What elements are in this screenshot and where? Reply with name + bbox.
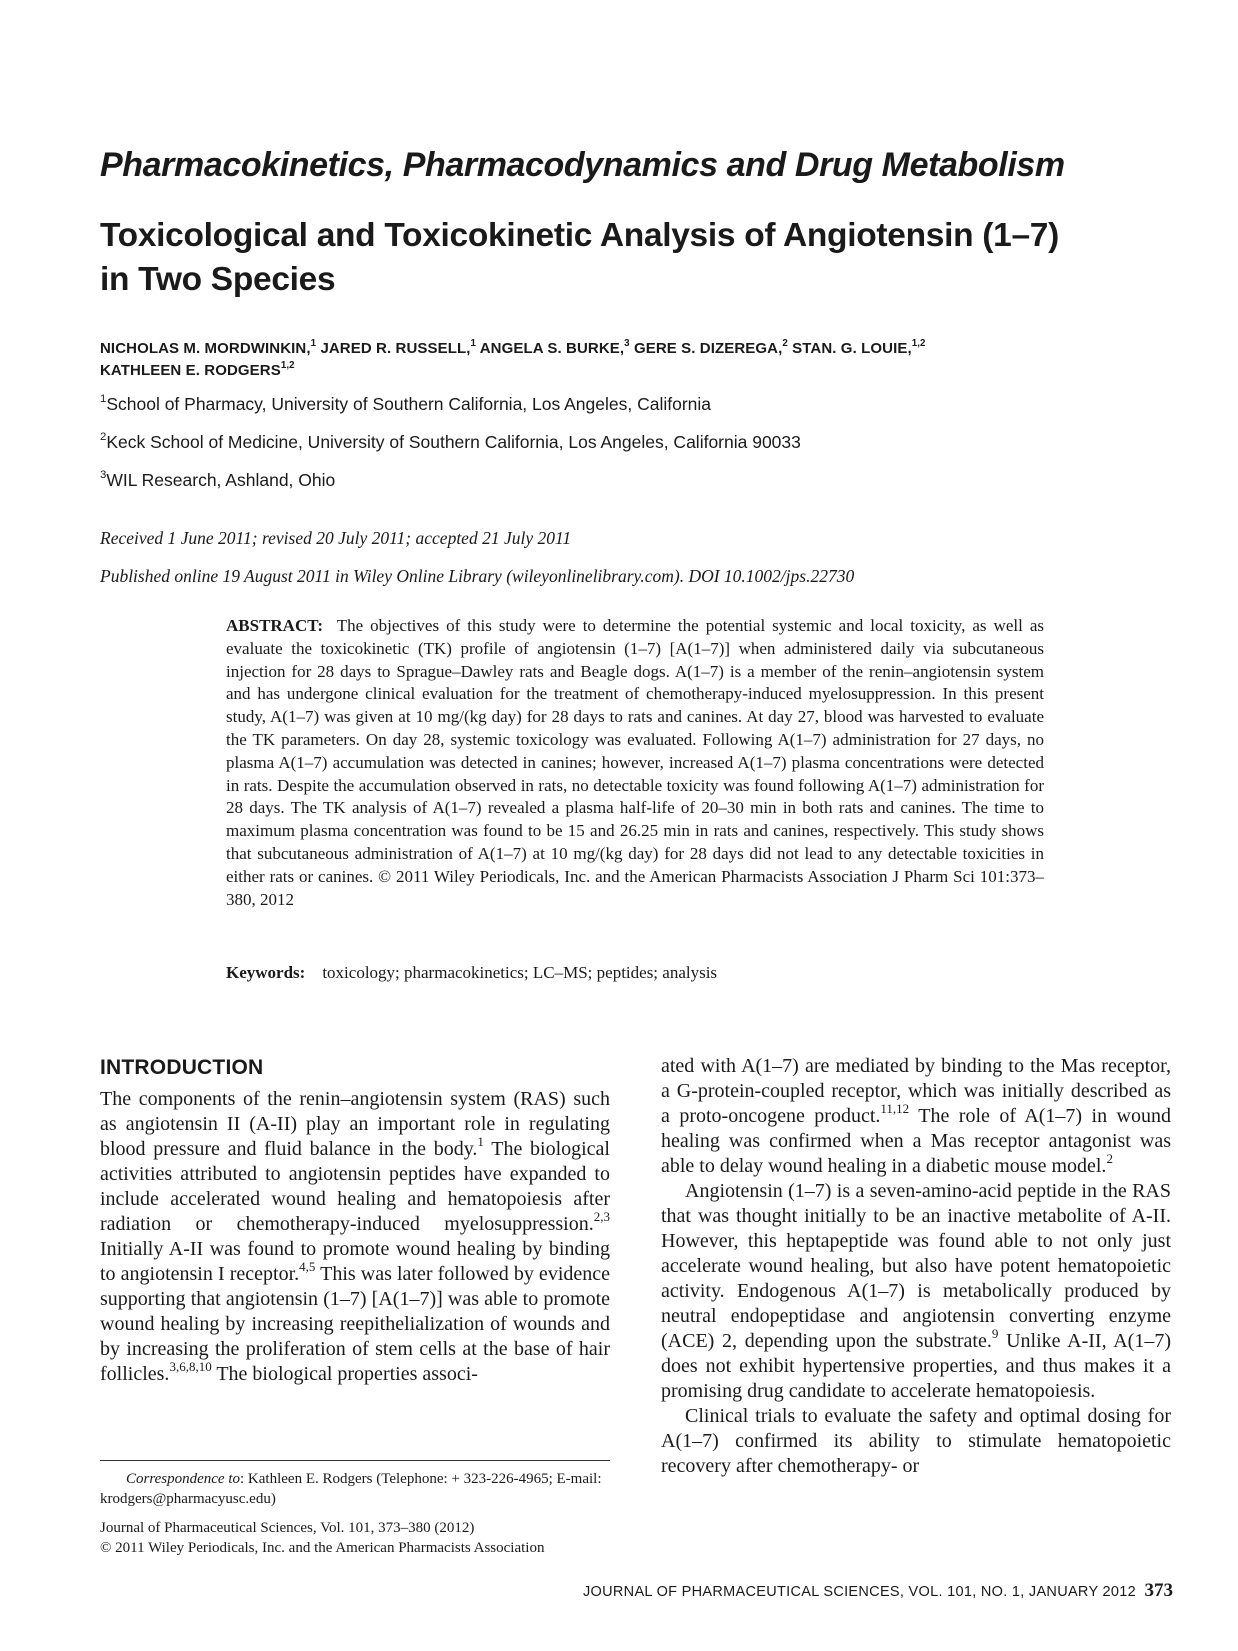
copyright-note: © 2011 Wiley Periodicals, Inc. and the American Pharmacists Association: [100, 1540, 545, 1556]
article-title: Toxicological and Toxicokinetic Analysis of Angiotensin (1–7) in Two Species: [100, 217, 1059, 298]
body-paragraph: Angiotensin (1–7) is a seven-amino-acid peptide in the RAS that was thought initially to be an inactive metabolite of A-II. However, this heptapeptide was found able to not only just accelerate wound healing, but also have potent hematopoietic activity. Endogenous A(1–7) is metabolically produced by neutral endopeptidase and angiotensin converting enzyme (ACE) 2, depending upon the substrate.$^9$ Unlike A-II, A(1–7) does not exhibit hypertensive properties, and thus makes it a promising drug candidate to accelerate hematopoiesis.: [661, 1180, 1171, 1402]
journal-citation: Journal of Pharmaceutical Sciences, Vol. 101, 373–380 (2012): [100, 1520, 475, 1536]
body-paragraph: Clinical trials to evaluate the safety and optimal dosing for A(1–7) confirmed its ability to stimulate hematopoietic recovery after chemotherapy- or: [661, 1405, 1171, 1477]
footnotes: [100, 1469, 610, 1558]
received-dates: Received 1 June 2011; revised 20 July 2011; accepted 21 July 2011: [100, 528, 572, 548]
right-column-text: [661, 1054, 1171, 1479]
introduction-heading: INTRODUCTION: [100, 1056, 264, 1079]
keywords: [226, 962, 1044, 985]
keywords-text: toxicology; pharmacokinetics; LC–MS; peptides; analysis: [322, 963, 718, 982]
author: GERE S. DIZEREGA,$^2$: [633, 338, 788, 357]
author: STAN. G. LOUIE,$^{1,2}$: [792, 338, 926, 357]
author-list: [100, 338, 1140, 382]
footer-journal: JOURNAL OF PHARMACEUTICAL SCIENCES, VOL. 101, NO. 1, JANUARY 2012: [583, 1584, 1136, 1600]
affiliation-1: $^1$School of Pharmacy, University of Southern California, Los Angeles, California: [100, 393, 712, 414]
abstract-label: ABSTRACT:: [226, 616, 323, 635]
page-footer: [583, 1580, 1173, 1601]
author: JARED R. RUSSELL,$^1$: [320, 338, 477, 357]
author: KATHLEEN E. RODGERS$^{1,2}$: [100, 360, 295, 379]
abstract: [226, 615, 1044, 911]
keywords-label: Keywords:: [226, 963, 306, 982]
author: NICHOLAS M. MORDWINKIN,$^1$: [100, 338, 317, 357]
affiliation-2: $^2$Keck School of Medicine, University of Southern California, Los Angeles, California 90033: [100, 431, 801, 452]
abstract-text: The objectives of this study were to determine the potential systemic and local toxicity, as well as evaluate the toxicokinetic (TK) profile of angiotensin (1–7) [A(1–7)] when administered daily via subcutaneous injection for 28 days to Sprague–Dawley rats and Beagle dogs. A(1–7) is a member of the renin–angiotensin system and has undergone clinical evaluation for the treatment of chemotherapy-induced myelosuppression. In this present study, A(1–7) was given at 10 mg/(kg day) for 28 days to rats and canines. At day 27, blood was harvested to evaluate the TK parameters. On day 28, systemic toxicology was evaluated. Following A(1–7) administration for 27 days, no plasma A(1–7) accumulation was detected in canines; however, increased A(1–7) plasma concentrations were detected in rats. Despite the accumulation observed in rats, no detectable toxicity was found following A(1–7) administration for 28 days. The TK analysis of A(1–7) revealed a plasma half-life of 20–30 min in both rats and canines. The time to maximum plasma concentration was found to be 15 and 26.25 min in rats and canines, respectively. This study shows that subcutaneous administration of A(1–7) at 10 mg/(kg day) for 28 days did not lead to any detectable toxicities in either rats or canines. © 2011 Wiley Periodicals, Inc. and the American Pharmacists Association J Pharm Sci 101:373–380, 2012: [226, 616, 1044, 909]
correspondence-note: Correspondence to: Kathleen E. Rodgers (Telephone: + 323-226-4965; E-mail: krodgers@pharmacyusc.edu): [100, 1471, 602, 1507]
published-online: Published online 19 August 2011 in Wiley Online Library (wileyonlinelibrary.com). DOI 10.1002/jps.22730: [100, 566, 855, 586]
affiliation-3: $^3$WIL Research, Ashland, Ohio: [100, 469, 336, 490]
body-paragraph: The components of the renin–angiotensin system (RAS) such as angiotensin II (A-II) play an important role in regulating blood pressure and fluid balance in the body.$^1$ The biological activities attributed to angiotensin peptides have expanded to include accelerated wound healing and hematopoiesis after radiation or chemotherapy-induced myelosuppression.$^{2,3}$ Initially A-II was found to promote wound healing by binding to angiotensin I receptor.$^{4,5}$ This was later followed by evidence supporting that angiotensin (1–7) [A(1–7)] was able to promote wound healing by increasing reepithelialization of wounds and by increasing the proliferation of stem cells at the base of hair follicles.$^{3,6,8,10}$ The biological properties associ-: [100, 1088, 611, 1385]
footnote-divider: [100, 1460, 610, 1461]
author: ANGELA S. BURKE,$^3$: [479, 338, 630, 357]
body-paragraph: ated with A(1–7) are mediated by binding to the Mas receptor, a G-protein-coupled receptor, which was initially described as a proto-oncogene product.$^{11,12}$ The role of A(1–7) in wound healing was confirmed when a Mas receptor antagonist was able to delay wound healing in a diabetic mouse model.$^2$: [661, 1055, 1171, 1177]
page-number: 373: [1144, 1580, 1173, 1601]
section-heading: Pharmacokinetics, Pharmacodynamics and Drug Metabolism: [100, 146, 1065, 184]
left-column-text: [100, 1087, 610, 1387]
